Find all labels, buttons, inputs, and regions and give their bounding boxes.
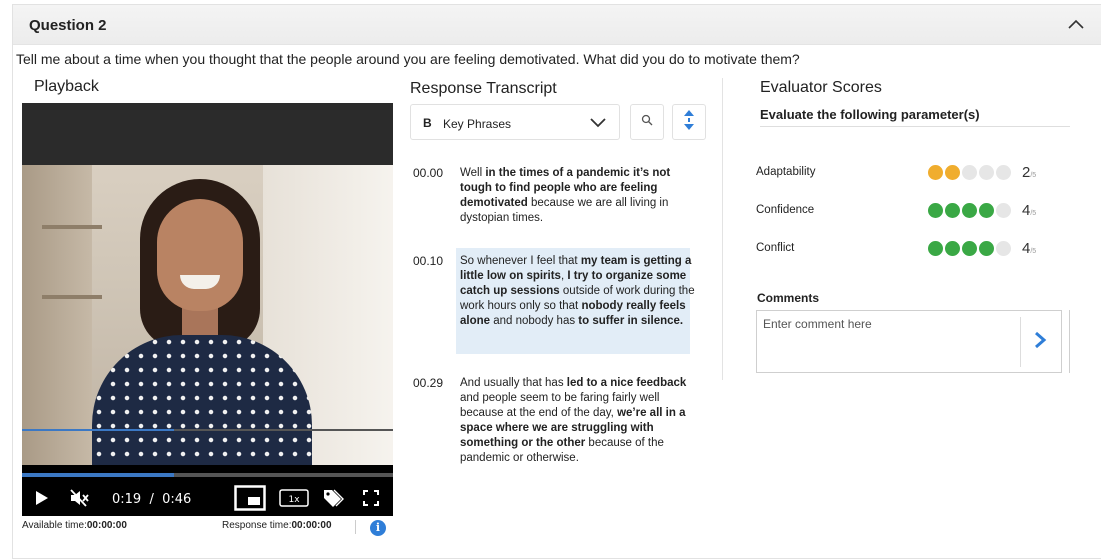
parameter-name-conflict: Conflict — [756, 242, 795, 254]
comment-box — [756, 310, 1062, 373]
background-shelf — [22, 165, 92, 465]
question-title: Question 2 — [29, 17, 107, 34]
seek-bar[interactable] — [22, 473, 393, 477]
segment-timestamp: 00.10 — [413, 254, 444, 268]
score-value — [1022, 164, 1036, 181]
column-divider — [722, 78, 723, 380]
search-icon — [641, 113, 653, 131]
playback-title: Playback — [34, 78, 99, 95]
rating-dot[interactable] — [928, 165, 943, 180]
speed-icon[interactable] — [278, 485, 310, 511]
comments-label: Comments — [757, 291, 820, 305]
rating-dot[interactable] — [962, 241, 977, 256]
transcript-text: , — [560, 270, 568, 282]
rating-dot[interactable] — [962, 203, 977, 218]
duration: 0:46 — [162, 492, 192, 507]
comment-input[interactable] — [757, 311, 1019, 372]
speed-label: 1x — [288, 495, 300, 505]
key-phrase: nobody really feels alone — [460, 300, 686, 327]
rating-dot[interactable] — [979, 203, 994, 218]
time-separator: / — [149, 492, 154, 507]
parameter-name-adaptability: Adaptability — [756, 166, 816, 178]
transcript-text: And usually that has — [460, 377, 567, 389]
score-number: 4 — [1022, 240, 1031, 257]
transcript-segment[interactable] — [410, 376, 700, 471]
rating-dot[interactable] — [996, 241, 1011, 256]
segment-text — [460, 376, 696, 466]
transcript-text: Well — [460, 167, 486, 179]
key-phrase: my team is getting a little low on spirits — [460, 255, 692, 282]
info-icon[interactable]: i — [370, 520, 386, 536]
panel-edge — [1069, 310, 1070, 373]
tag-icon[interactable] — [320, 485, 346, 511]
collapse-chevron-icon[interactable] — [1065, 14, 1087, 36]
filter-badge: B — [423, 116, 432, 130]
transcript-segment-highlighted[interactable] — [410, 254, 700, 354]
time-display — [112, 492, 191, 507]
rating-dot[interactable] — [979, 165, 994, 180]
score-value — [1022, 202, 1036, 219]
score-max: /5 — [1030, 210, 1037, 217]
key-phrase: I try to organize some catch up sessions — [460, 270, 687, 297]
transcript-title: Response Transcript — [410, 80, 557, 97]
rating-dot[interactable] — [945, 203, 960, 218]
player-controls — [22, 485, 393, 515]
rating-dot[interactable] — [945, 241, 960, 256]
rating-dots-confidence[interactable] — [928, 203, 1011, 218]
score-number: 2 — [1022, 164, 1031, 181]
card-header[interactable] — [13, 5, 1101, 45]
parameter-name-confidence: Confidence — [756, 204, 815, 216]
key-phrases-dropdown[interactable] — [410, 104, 620, 140]
current-time: 0:19 — [112, 492, 142, 507]
meta-divider — [355, 520, 356, 534]
person-face — [157, 199, 243, 311]
available-time-value: 00:00:00 — [86, 520, 127, 531]
transcript-text: outside of work during the work hours only so that — [460, 285, 695, 312]
caption-progress — [22, 429, 393, 431]
rating-dot[interactable] — [928, 241, 943, 256]
segment-text — [460, 166, 696, 226]
available-time — [22, 520, 127, 531]
send-chevron-icon — [1033, 331, 1047, 354]
rating-dot[interactable] — [996, 203, 1011, 218]
transcript-segment[interactable] — [410, 166, 700, 226]
chevron-down-icon — [589, 115, 607, 134]
segment-timestamp: 00.00 — [413, 166, 444, 180]
key-phrase: to suffer in silence. — [578, 315, 684, 327]
transcript-text: and people seem to be faring fairly well because at the end of the day, — [460, 392, 660, 419]
shelf — [42, 295, 102, 299]
transcript-search-button[interactable] — [630, 104, 664, 140]
seek-bar-fill — [22, 473, 174, 477]
transcript-text: So whenever I feel that — [460, 255, 581, 267]
transcript-text: because we are all living in dystopian times. — [460, 197, 669, 224]
person-shirt — [92, 335, 312, 475]
video-frame[interactable] — [22, 165, 393, 465]
question-text: Tell me about a time when you thought that the people around you are feeling demotivated. What did you do to motivate them? — [16, 51, 800, 67]
fullscreen-icon[interactable] — [360, 485, 382, 511]
transcript-text: because of the pandemic or otherwise. — [460, 437, 664, 464]
response-time-label: Response time: — [222, 520, 292, 531]
shelf — [42, 225, 102, 229]
segment-text — [460, 254, 696, 329]
mute-icon[interactable] — [67, 485, 91, 511]
rating-dots-conflict[interactable] — [928, 241, 1011, 256]
rating-dot[interactable] — [928, 203, 943, 218]
video-letterbox-top — [22, 103, 393, 165]
evaluator-subtitle: Evaluate the following parameter(s) — [760, 107, 980, 122]
key-phrase: we’re all in a space where we are struggling with something or the other — [460, 407, 686, 449]
rating-dots-adaptability[interactable] — [928, 165, 1011, 180]
score-value — [1022, 240, 1036, 257]
score-max: /5 — [1030, 172, 1037, 179]
rating-dot[interactable] — [962, 165, 977, 180]
available-time-label: Available time: — [22, 520, 87, 531]
evaluator-divider — [760, 126, 1070, 127]
response-time-value: 00:00:00 — [291, 520, 332, 531]
play-icon[interactable] — [32, 485, 52, 511]
key-phrase: in the times of a pandemic it’s not tough to find people who are feeling demotivated — [460, 167, 671, 209]
evaluator-title: Evaluator Scores — [760, 79, 882, 96]
sort-arrows-icon — [683, 109, 695, 136]
send-divider — [1020, 317, 1021, 367]
rating-dot[interactable] — [979, 241, 994, 256]
segment-timestamp: 00.29 — [413, 376, 444, 390]
response-time — [222, 520, 332, 531]
rating-dot[interactable] — [996, 165, 1011, 180]
score-max: /5 — [1030, 248, 1037, 255]
sort-toggle-button[interactable] — [672, 104, 706, 140]
send-comment-button[interactable] — [1027, 329, 1053, 355]
transcript-text: and nobody has — [490, 315, 579, 327]
key-phrase: led to a nice feedback — [566, 377, 687, 389]
score-number: 4 — [1022, 202, 1031, 219]
filter-label: Key Phrases — [443, 117, 512, 131]
rating-dot[interactable] — [945, 165, 960, 180]
picture-in-picture-icon[interactable] — [233, 485, 267, 511]
video-player[interactable] — [22, 103, 393, 516]
